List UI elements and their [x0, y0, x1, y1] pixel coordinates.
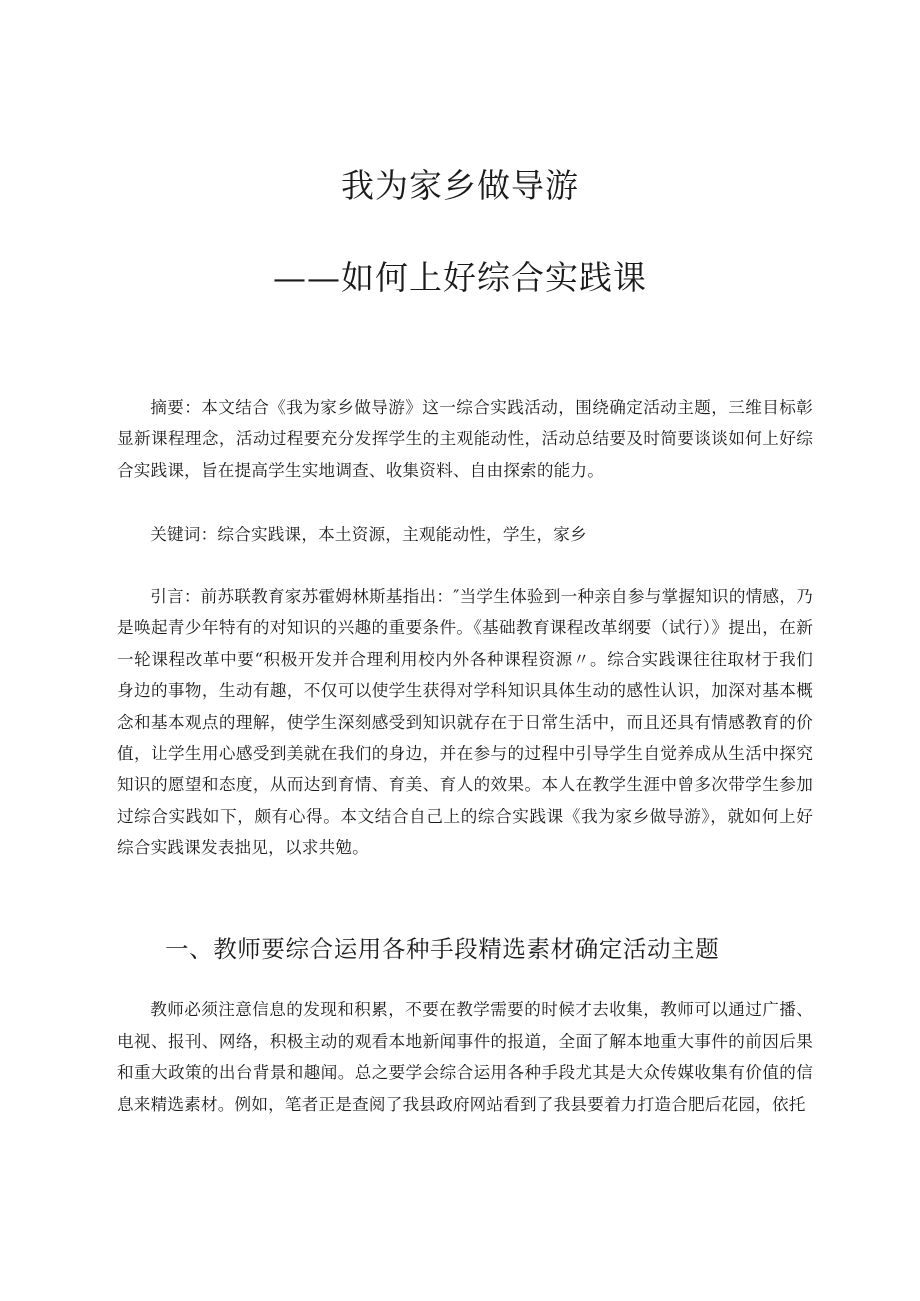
document-title: 我为家乡做导游 [341, 166, 579, 205]
introduction-paragraph: 引言：前苏联教育家苏霍姆林斯基指出：″当学生体验到一种亲自参与掌握知识的情感，乃是唤起青少年特有的对知识的兴趣的重要条件。《基础教育课程改革纲要（试行）》提出，在新一轮课程改革中要“积极开发并合理利用校内外各种课程资源〃。综合实践课往往取材于我们身边的事物，生动有趣，不仅可以使学生获得对学科知识具体生动的感性认识，加深对基本概念和基本观点的理解，使学生深刻感受到知识就存在于日常生活中，而且还具有情感教育的价值，让学生用心感受到美就在我们的身边，并在参与的过程中引导学生自觉养成从生活中探究知识的愿望和态度，从而达到育情、育美、育人的效果。本人在教学生涯中曾多次带学生参加过综合实践如下，颇有心得。本文结合自己上的综合实践课《我为家乡做导游》，就如何上好综合实践课发表拙见，以求共勉。 [117, 587, 813, 858]
section-1-body: 教师必须注意信息的发现和积累，不要在教学需要的时候才去收集，教师可以通过广播、电视、报刊、网络，积极主动的观看本地新闻事件的报道，全面了解本地重大事件的前因后果和重大政策的出台背景和趣闻。总之要学会综合运用各种手段尤其是大众传媒收集有价值的信息来精选素材。例如，笔者正是查阅了我县政府网站看到了我县要着力打造合肥后花园，依托 [117, 1000, 813, 1114]
section-1-heading: 一、教师要综合运用各种手段精选素材确定活动主题 [165, 935, 720, 963]
keywords-paragraph: 关键词：综合实践课，本土资源，主观能动性，学生，家乡 [150, 525, 587, 544]
abstract-paragraph: 摘要：本文结合《我为家乡做导游》这一综合实践活动，围绕确定活动主题，三维目标彰显新课程理念，活动过程要充分发挥学生的主观能动性，活动总结要及时简要谈谈如何上好综合实践课，旨在提高学生实地调查、收集资料、自由探索的能力。 [117, 398, 813, 480]
document-subtitle: ——如何上好综合实践课 [273, 258, 647, 297]
